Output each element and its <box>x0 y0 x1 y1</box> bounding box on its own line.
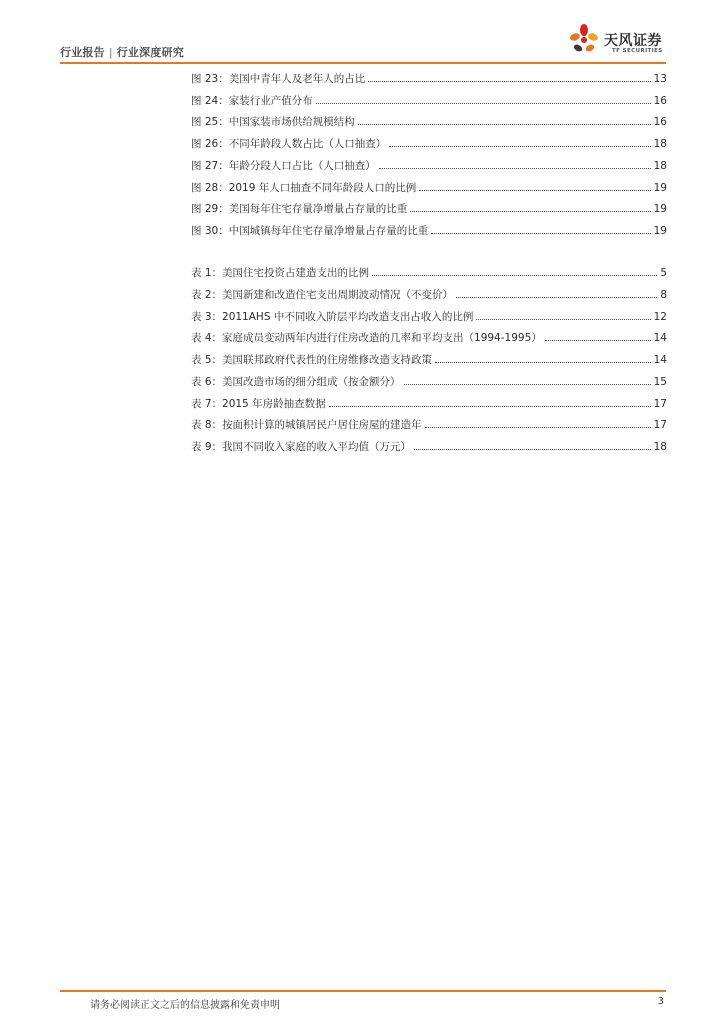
toc-entry-label: 表 6：美国改造市场的细分组成（按金额分） <box>191 375 401 388</box>
toc-entry-label: 图 24：家装行业产值分布 <box>191 94 313 107</box>
toc-entry[interactable] <box>191 351 667 367</box>
toc-entry[interactable] <box>191 416 667 432</box>
toc-entry[interactable] <box>191 395 667 411</box>
toc-entry-label: 表 8：按面积计算的城镇居民户居住房屋的建造年 <box>191 419 422 432</box>
company-logo <box>566 22 678 62</box>
toc-entry[interactable] <box>191 286 667 302</box>
toc-entry-page: 15 <box>653 375 667 388</box>
toc-leader <box>431 233 650 234</box>
toc-leader <box>358 124 651 125</box>
toc-leader <box>389 146 650 147</box>
toc-entry[interactable] <box>191 113 667 129</box>
toc-entry-page: 5 <box>660 267 667 279</box>
toc-leader <box>419 190 650 191</box>
toc-entry-label: 图 23：美国中青年人及老年人的占比 <box>191 73 366 85</box>
toc-entry-page: 16 <box>653 116 667 129</box>
toc-entry[interactable] <box>191 438 667 454</box>
toc-entry-label: 图 25：中国家装市场供给规模结构 <box>191 116 355 129</box>
toc-entry-page: 8 <box>660 288 667 301</box>
header-divider <box>60 62 666 64</box>
toc-entry-label: 表 4：家庭成员变动两年内进行住房改造的几率和平均支出（1994-1995） <box>191 332 542 345</box>
toc-entry-page: 19 <box>653 224 667 237</box>
footer-disclaimer: 请务必阅读正文之后的信息披露和免责申明 <box>90 1000 280 1011</box>
toc-entry[interactable] <box>191 222 667 238</box>
toc-leader <box>316 103 651 104</box>
toc-leader <box>368 81 650 82</box>
toc-entry-page: 18 <box>653 441 667 453</box>
toc-entry[interactable] <box>191 308 667 324</box>
toc-leader <box>329 406 651 407</box>
toc-entry-page: 14 <box>653 354 667 366</box>
toc-leader <box>379 168 651 169</box>
toc-entry[interactable] <box>191 157 667 173</box>
report-subcategory: 行业深度研究 <box>116 46 184 59</box>
toc-leader <box>545 340 651 341</box>
toc-entry-label: 表 3：2011AHS 中不同收入阶层平均改造支出占收入的比例 <box>191 310 474 323</box>
toc-leader <box>476 319 650 320</box>
page-number: 3 <box>657 996 664 1007</box>
toc-leader <box>456 297 657 298</box>
footer-divider <box>60 990 666 992</box>
toc-entry-page: 18 <box>653 138 667 151</box>
toc-entry[interactable] <box>191 329 667 345</box>
toc-entry-page: 13 <box>653 73 667 85</box>
toc-entry-label: 图 29：美国每年住宅存量净增量占存量的比重 <box>191 203 408 216</box>
toc-entry-page: 12 <box>653 310 667 323</box>
toc-leader <box>425 427 651 428</box>
toc-leader <box>414 449 651 450</box>
header-separator: | <box>108 46 113 59</box>
toc-entry-label: 表 5：美国联邦政府代表性的住房维修改造支持政策 <box>191 354 433 366</box>
toc-entry[interactable] <box>191 200 667 216</box>
logo-name-cn: 天风证券 <box>604 33 662 49</box>
toc-leader <box>404 384 651 385</box>
toc-leader <box>372 275 657 276</box>
toc-entry-label: 表 7：2015 年房龄抽查数据 <box>191 397 326 410</box>
toc-entry-label: 图 26：不同年龄段人数占比（人口抽查） <box>191 138 387 151</box>
tf-flower-logo-icon <box>566 22 602 62</box>
toc-entry[interactable] <box>191 179 667 195</box>
toc-entry-page: 19 <box>653 181 667 194</box>
toc-entry-page: 14 <box>653 332 667 345</box>
report-category: 行业报告 <box>60 46 105 59</box>
toc-entry[interactable] <box>191 92 667 108</box>
toc-entry-label: 图 30：中国城镇每年住宅存量净增量占存量的比重 <box>191 224 429 237</box>
toc-leader <box>435 362 651 363</box>
toc-entry-page: 17 <box>653 419 667 432</box>
toc-entry-page: 19 <box>653 203 667 216</box>
toc-entry[interactable] <box>191 373 667 389</box>
toc-entry-page: 17 <box>653 397 667 410</box>
toc-entry-page: 18 <box>653 159 667 172</box>
toc-entry[interactable] <box>191 70 667 86</box>
toc-entry-label: 表 2：美国新建和改造住宅支出周期波动情况（不变价） <box>191 288 454 301</box>
toc-leader <box>410 211 650 212</box>
toc-entry-label: 表 9：我国不同收入家庭的收入平均值（万元） <box>191 441 412 453</box>
toc-entry[interactable] <box>191 264 667 280</box>
toc-entry-page: 16 <box>653 94 667 107</box>
toc-entry-label: 图 27：年龄分段人口占比（人口抽查） <box>191 159 376 172</box>
toc-entry-label: 图 28：2019 年人口抽查不同年龄段人口的比例 <box>191 181 417 194</box>
report-category-header <box>60 44 184 60</box>
toc-entry-label: 表 1：美国住宅投资占建造支出的比例 <box>191 267 370 279</box>
toc-entry[interactable] <box>191 135 667 151</box>
logo-name-en: TF SECURITIES <box>612 48 663 54</box>
